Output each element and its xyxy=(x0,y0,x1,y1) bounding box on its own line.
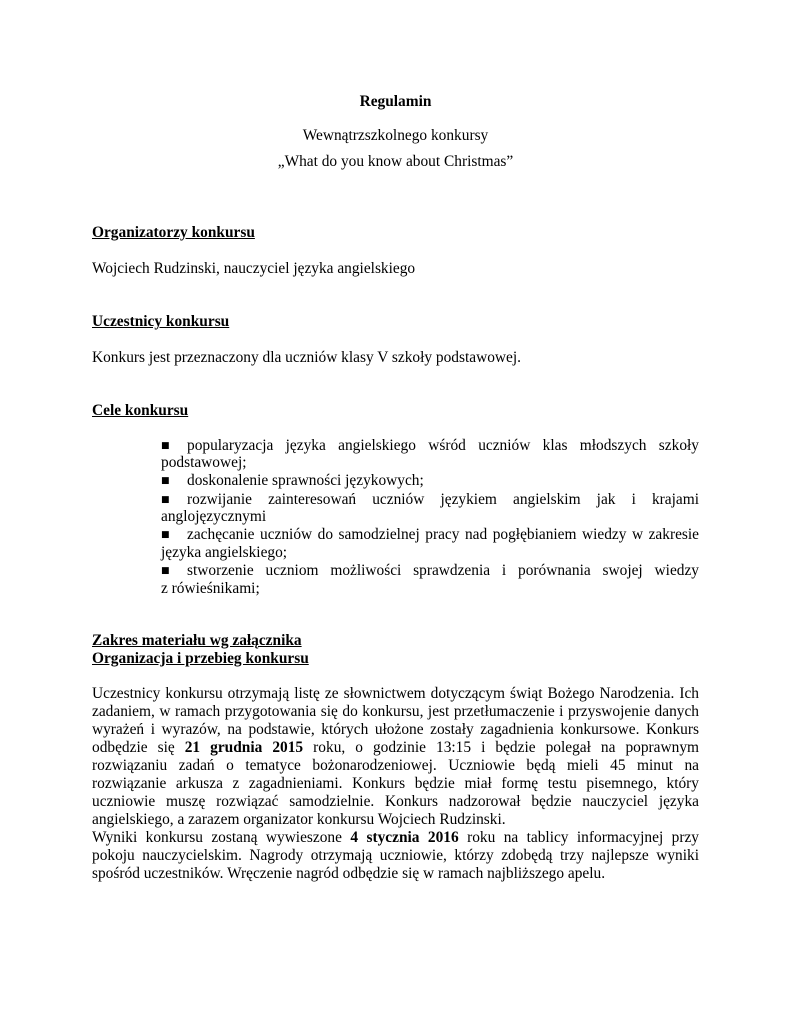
document-subtitle-line2: „What do you know about Christmas” xyxy=(277,153,514,170)
contest-date: 21 grudnia 2015 xyxy=(184,739,304,756)
organizers-heading: Organizatorzy konkursu xyxy=(92,224,255,241)
organization-line: odbędzie się 21 grudnia 2015 roku, o godzinie 13:15 i będzie polegał na poprawnym xyxy=(92,739,699,756)
document-subtitle-line1: Wewnątrzszkolnego konkursy xyxy=(302,127,489,144)
participants-text: Konkurs jest przeznaczony dla uczniów klasy V szkoły podstawowej. xyxy=(92,349,521,366)
results-date: 4 stycznia 2016 xyxy=(350,829,459,846)
organization-line: Wyniki konkursu zostaną wywieszone 4 stycznia 2016 roku na tablicy informacyjnej przy xyxy=(92,829,699,846)
goal-item-1-line1: ■ popularyzacja języka angielskiego wśród uczniów klas młodszych szkoły xyxy=(161,437,699,454)
goal-item-4-line2: języka angielskiego; xyxy=(161,544,288,561)
organization-line: rozwiązaniu zadań o tematyce bożonarodzeniowej. Uczniowie będą mieli 45 minut na xyxy=(92,757,699,774)
document-title: Regulamin xyxy=(359,93,432,110)
goal-item-5-line1: ■ stworzenie uczniom możliwości sprawdzenia i porównania swojej wiedzy xyxy=(161,562,699,579)
goal-item-3-line1: ■ rozwijanie zainteresowań uczniów językiem angielskim jak i krajami xyxy=(161,491,699,508)
bullet-square-icon: ■ xyxy=(161,476,170,486)
organizers-text: Wojciech Rudzinski, nauczyciel języka angielskiego xyxy=(92,260,416,277)
goal-item-4-line1: ■ zachęcanie uczniów do samodzielnej pracy nad pogłębianiem wiedzy w zakresie xyxy=(161,526,699,543)
goal-item-3-line2: anglojęzycznymi xyxy=(161,508,267,525)
organization-line: Uczestnicy konkursu otrzymają listę ze słownictwem dotyczącym świąt Bożego Narodzenia. Ich xyxy=(92,685,699,702)
goal-item-5-line2: z rówieśnikami; xyxy=(161,580,260,597)
scope-heading: Zakres materiału wg załącznika xyxy=(92,632,302,649)
organization-line: spośród uczestników. Wręczenie nagród odbędzie się w ramach najbliższego apelu. xyxy=(92,865,606,882)
organization-line: angielskiego, a zarazem organizator konkursu Wojciech Rudzinski. xyxy=(92,811,506,828)
bullet-square-icon: ■ xyxy=(161,441,170,451)
organization-line: pokoju nauczycielskim. Nagrody otrzymają uczniowie, którzy zdobędą trzy najlepsze wyniki xyxy=(92,847,699,864)
organization-line: zadaniem, w ramach przygotowania się do konkursu, jest przetłumaczenie i przyswojenie danych xyxy=(92,703,699,720)
bullet-square-icon: ■ xyxy=(161,566,170,576)
organization-line: rozwiązanie arkusza z zagadnieniami. Konkurs będzie miał formę testu pisemnego, który xyxy=(92,775,699,792)
bullet-square-icon: ■ xyxy=(161,530,170,540)
organization-heading: Organizacja i przebieg konkursu xyxy=(92,650,309,667)
organization-line: wyrażeń i wyrazów, na podstawie, których ułożone zostały zagadnienia konkursowe. Konkurs xyxy=(92,721,699,738)
organization-line: uczniowie muszę rozwiązać samodzielnie. Konkurs nadzorował będzie nauczyciel języka xyxy=(92,793,699,810)
goal-item-2-line1: ■ doskonalenie sprawności językowych; xyxy=(161,472,424,489)
bullet-square-icon: ■ xyxy=(161,495,170,505)
participants-heading: Uczestnicy konkursu xyxy=(92,313,230,330)
goals-heading: Cele konkursu xyxy=(92,402,189,419)
goal-item-1-line2: podstawowej; xyxy=(161,454,247,471)
